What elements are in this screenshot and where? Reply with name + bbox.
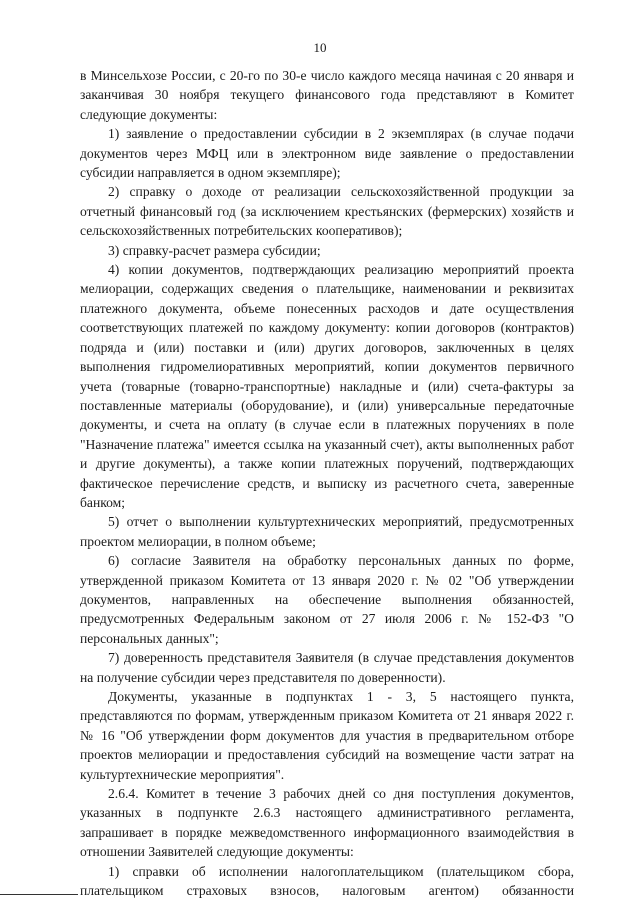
paragraph-item-4-document-copies: 4) копии документов, подтверждающих реализацию мероприятий проекта мелиорации, содержащих сведения о плательщике, наименовании и реквизитах платежного документа, объеме понесенных расходов и дате осуществления соответствующих платежей по каждому документу: копии договоров (контрактов) подряда и (или) поставки и (или) других договоров, заключенных в целях выполнения гидромелиоративных мероприятий, копии документов первичного учета (товарные (товарно-транспортные) накладные и (или) счета-фактуры за поставленные материалы (оборудование), и (или) универсальные передаточные документы, и счета на оплату (в случае если в платежных поручениях в поле "Назначение платежа" имеется ссылка на указанный счет), акты выполненных работ и другие документы), а также копии платежных поручений, подтверждающих фактическое перечисление средств, и выписку из расчетного счета, заверенные банком; <box>80 262 574 510</box>
paragraph-item-6-consent: 6) согласие Заявителя на обработку персональных данных по форме, утвержденной приказом Комитета от 13 января 2020 г. № 02 "Об утверждении документов, направленных на обеспечение выполнения обязанностей, предусмотренных Федеральным законом от 27 июля 2006 г. № 152-ФЗ "О персональных данных"; <box>80 553 574 646</box>
paragraph-intro-continuation: в Минсельхозе России, с 20-го по 30-е число каждого месяца начиная с 20 января и заканчивая 30 ноября текущего финансового года представляют в Комитет следующие документы: <box>80 68 574 122</box>
paragraph-item-1-application: 1) заявление о предоставлении субсидии в 2 экземплярах (в случае подачи документов через МФЦ или в электронном виде заявление о предоставлении субсидии направляется в одном экземпляре); <box>80 126 574 181</box>
document-body <box>80 66 574 900</box>
paragraph-item-1-tax-certificates: 1) справки об исполнении налогоплательщиком (плательщиком сбора, плательщиком страховых взносов, налоговым агентом) обязанности <box>80 863 574 899</box>
page-number: 10 <box>313 40 327 55</box>
paragraph-forms-note: Документы, указанные в подпунктах 1 - 3, 5 настоящего пункта, представляются по формам, утвержденным приказом Комитета от 21 января 2022 г. № 16 "Об утверждении форм документов для участия в предварительном отборе проектов мелиорации и предоставления субсидий на возмещение части затрат на культуртехнические мероприятия". <box>80 689 574 782</box>
paragraph-item-3-calculation: 3) справку-расчет размера субсидии; <box>108 242 321 258</box>
paragraph-item-2-income-certificate: 2) справку о доходе от реализации сельскохозяйственной продукции за отчетный финансовый год (за исключением крестьянских (фермерских) хозяйств и сельскохозяйственных потребительских кооперативов); <box>80 184 574 239</box>
paragraph-item-5-report: 5) отчет о выполнении культуртехнических мероприятий, предусмотренных проектом мелиорации, в полном объеме; <box>80 514 574 549</box>
paragraph-2-6-4: 2.6.4. Комитет в течение 3 рабочих дней со дня поступления документов, указанных в подпункте 2.6.3 настоящего административного регламента, запрашивает в порядке межведомственного информационного взаимодействия в отношении Заявителей следующие документы: <box>80 786 574 860</box>
footnote-divider <box>0 894 78 895</box>
paragraph-item-7-power-of-attorney: 7) доверенность представителя Заявителя (в случае представления документов на получение субсидии через представителя по доверенности). <box>80 650 574 685</box>
